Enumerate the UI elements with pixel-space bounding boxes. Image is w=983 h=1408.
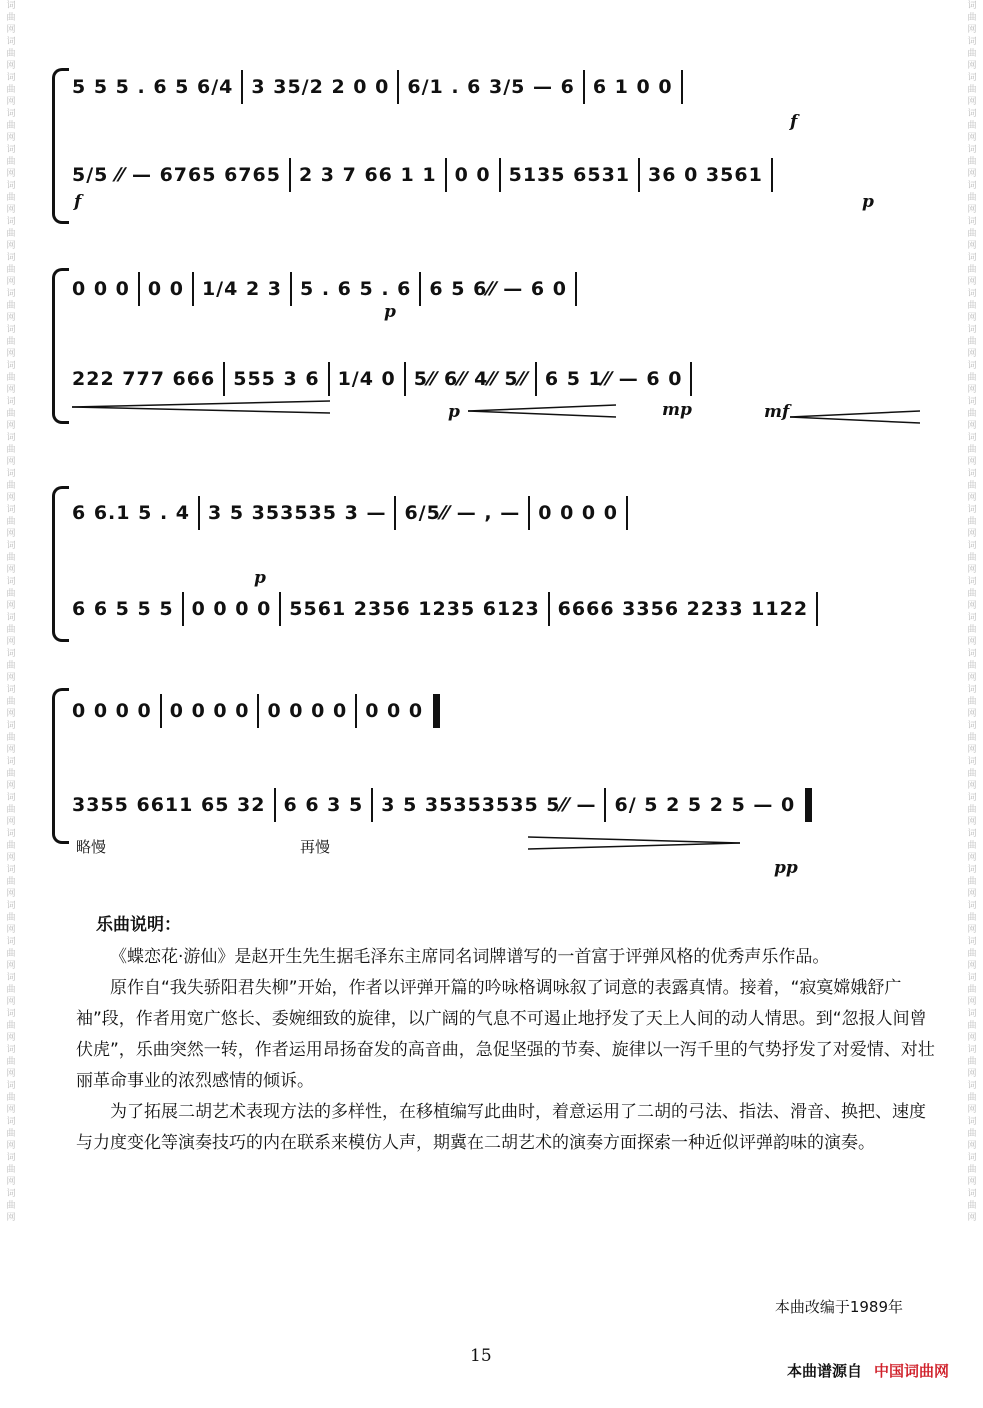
barline <box>638 158 640 192</box>
measure: 6 1 0 0 <box>592 76 673 98</box>
barline <box>816 592 818 626</box>
upper-staff <box>72 688 932 734</box>
barline <box>575 272 577 306</box>
tempo-marking: 再慢 <box>300 838 331 856</box>
notes-paragraph: 原作自“我失骄阳君失柳”开始，作者以评弹开篇的吟咏格调咏叙了词意的表露真情。接着，“寂寞嫦娥舒广袖”段，作者用宽广悠长、委婉细致的旋律，以广阔的气息不可遏止地抒发了天上人间的动人情思。到“忽报人间曾伏虎”，乐曲突然一转，作者运用昂扬奋发的高音曲，急促坚强的节奏、旋律以一泻千里的气势抒发了对爱情、对壮丽革命事业的浓烈感情的倾诉。 <box>76 978 935 1091</box>
barline <box>445 158 447 192</box>
measure: 6 6 3 5 <box>283 794 364 816</box>
measure: 0 0 0 0 <box>169 700 250 722</box>
system-brace <box>52 268 69 424</box>
watermark-right: 词曲网词曲网词曲网词曲网词曲网词曲网词曲网词曲网词曲网词曲网词曲网词曲网词曲网词曲网词曲网词曲网词曲网词曲网词曲网词曲网词曲网词曲网词曲网词曲网词曲网词曲网词曲网词曲网词曲网词曲网词曲网词曲网词曲网词曲网 <box>967 1 977 1223</box>
barline <box>223 362 225 396</box>
crescendo-hairpin <box>72 400 330 414</box>
final-barline <box>805 788 812 822</box>
barline <box>182 592 184 626</box>
barline <box>626 496 628 530</box>
measure: 0 0 0 0 <box>72 700 152 722</box>
dynamic-mark: f <box>790 112 798 132</box>
barline <box>604 788 606 822</box>
barline <box>241 70 243 104</box>
barline <box>528 496 530 530</box>
lower-staff <box>72 152 932 198</box>
measure: 5⁄⁄ 6⁄⁄ 4⁄⁄ 5⁄⁄ <box>413 368 527 390</box>
measure: 5/5 ⁄⁄ — 6765 6765 <box>72 164 281 186</box>
barline <box>771 158 773 192</box>
barline <box>548 592 550 626</box>
barline <box>138 272 140 306</box>
barline <box>279 592 281 626</box>
upper-staff <box>72 64 932 110</box>
arrangement-date: 本曲改编于1989年 <box>774 1298 903 1316</box>
measure: 0 0 0 0 <box>267 700 348 722</box>
measure: 5561 2356 1235 6123 <box>289 598 540 620</box>
measure: 0 0 0 <box>365 700 424 722</box>
measure: 6/ 5 2 5 2 5 — 0 <box>614 794 796 816</box>
measure: 0 0 0 0 <box>191 598 272 620</box>
source-label: 本曲谱源自 <box>786 1362 862 1380</box>
measure: 6/1 . 6 3/5 — 6 <box>407 76 575 98</box>
measure: 222 777 666 <box>72 368 216 390</box>
barline <box>499 158 501 192</box>
barline <box>192 272 194 306</box>
crescendo-hairpin <box>790 410 920 424</box>
tempo-marking: 略慢 <box>76 838 107 856</box>
upper-staff <box>72 490 932 536</box>
source-site-link[interactable]: 中国词曲网 <box>873 1362 949 1380</box>
measure: 6 5 6⁄⁄ — 6 0 <box>429 278 567 300</box>
final-barline <box>433 694 440 728</box>
lower-staff <box>72 356 932 402</box>
crescendo-hairpin <box>468 404 616 418</box>
dynamic-mark: mp <box>662 400 692 420</box>
notes-paragraph: 《蝶恋花·游仙》是赵开生先生据毛泽东主席同名词牌谱写的一首富于评弹风格的优秀声乐作品。 <box>110 947 830 967</box>
dynamic-mark: p <box>384 302 396 322</box>
page-number: 15 <box>470 1346 492 1366</box>
measure: 3 5 35353535 5⁄⁄ — <box>381 794 597 816</box>
measure: 6 6.1 5 . 4 <box>72 502 190 524</box>
measure: 6666 3356 2233 1122 <box>557 598 809 620</box>
measure: 5135 6531 <box>508 164 631 186</box>
measure: 5 . 6 5 . 6 <box>300 278 412 300</box>
barline <box>690 362 692 396</box>
measure: 3 35/2 2 0 0 <box>251 76 390 98</box>
barline <box>371 788 373 822</box>
dynamic-mark: p <box>254 568 266 588</box>
upper-staff <box>72 266 932 312</box>
notes-heading: 乐曲说明： <box>96 915 181 935</box>
measure: 3 5 353535 3 — <box>208 502 387 524</box>
decrescendo-hairpin <box>528 836 740 850</box>
barline <box>419 272 421 306</box>
barline <box>198 496 200 530</box>
measure: 5 5 5 . 6 5 6/4 <box>72 76 234 98</box>
measure: 36 0 3561 <box>648 164 763 186</box>
measure: 0 0 <box>147 278 184 300</box>
measure: 0 0 0 0 <box>538 502 618 524</box>
barline <box>355 694 357 728</box>
barline <box>328 362 330 396</box>
measure: 6 5 1⁄⁄ — 6 0 <box>544 368 683 390</box>
measure: 0 0 <box>454 164 491 186</box>
barline <box>404 362 406 396</box>
source-credit <box>787 1360 949 1381</box>
measure: 1/4 0 <box>337 368 396 390</box>
measure: 3355 6611 65 32 <box>72 794 266 816</box>
watermark-left: 词曲网词曲网词曲网词曲网词曲网词曲网词曲网词曲网词曲网词曲网词曲网词曲网词曲网词曲网词曲网词曲网词曲网词曲网词曲网词曲网词曲网词曲网词曲网词曲网词曲网词曲网词曲网词曲网词曲网词曲网词曲网词曲网词曲网词曲网 <box>6 1 16 1223</box>
dynamic-mark: f <box>74 192 82 212</box>
notes-body <box>76 942 936 1159</box>
measure: 2 3 7 66 1 1 <box>298 164 437 186</box>
dynamic-mark: p <box>862 192 874 212</box>
measure: 6 6 5 5 5 <box>72 598 174 620</box>
dynamic-mark: mf <box>764 402 790 422</box>
barline <box>274 788 276 822</box>
barline <box>583 70 585 104</box>
barline <box>394 496 396 530</box>
dynamic-mark: pp <box>774 858 798 878</box>
barline <box>397 70 399 104</box>
measure: 1/4 2 3 <box>201 278 283 300</box>
measure: 6/5⁄⁄ — , — <box>404 502 521 524</box>
lower-staff <box>72 586 932 632</box>
barline <box>289 158 291 192</box>
notes-paragraph: 为了拓展二胡艺术表现方法的多样性，在移植编写此曲时，着意运用了二胡的弓法、指法、滑音、换把、速度与力度变化等演奏技巧的内在联系来模仿人声，期冀在二胡艺术的演奏方面探索一种近似评弹韵味的演奏。 <box>76 1102 926 1153</box>
lower-staff <box>72 782 932 828</box>
measure: 0 0 0 <box>72 278 130 300</box>
system-brace <box>52 68 69 224</box>
barline <box>160 694 162 728</box>
measure: 555 3 6 <box>233 368 320 390</box>
barline <box>257 694 259 728</box>
dynamic-mark: p <box>448 402 460 422</box>
barline <box>681 70 683 104</box>
system-brace <box>52 688 69 844</box>
system-brace <box>52 486 69 642</box>
barline <box>290 272 292 306</box>
barline <box>535 362 537 396</box>
